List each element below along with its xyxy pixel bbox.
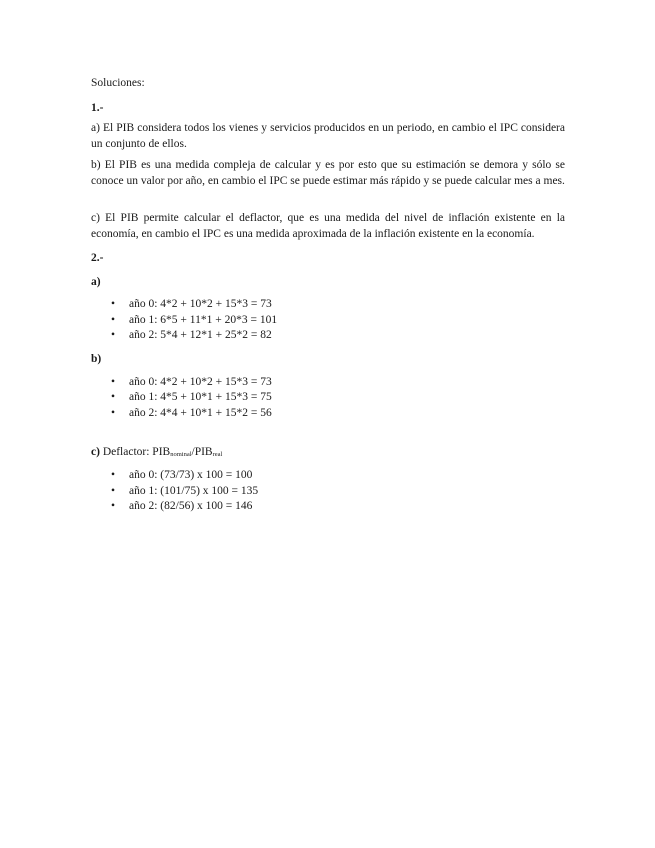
list-item: año 1: (101/75) x 100 = 135 bbox=[129, 485, 259, 497]
list-item: año 2: 5*4 + 12*1 + 25*2 = 82 bbox=[129, 329, 272, 341]
list-item: año 1: 6*5 + 11*1 + 20*3 = 101 bbox=[129, 314, 278, 326]
subscript-real: real bbox=[212, 451, 223, 458]
deflactor-prefix: Deflactor: PIB bbox=[102, 446, 171, 458]
bullet-icon: • bbox=[111, 407, 116, 419]
deflactor-slash-pib: /PIB bbox=[191, 446, 213, 458]
part-b-label: b) bbox=[91, 353, 102, 365]
bullet-icon: • bbox=[111, 500, 116, 512]
list-item: año 0: (73/73) x 100 = 100 bbox=[129, 469, 253, 481]
list-item: año 1: 4*5 + 10*1 + 15*3 = 75 bbox=[129, 391, 272, 403]
question-1-label: 1.- bbox=[91, 102, 104, 114]
answer-1b: b) El PIB es una medida compleja de calcular y es por esto que su estimación se demora y sólo se conoce un valor por año, en cambio el IPC se puede estimar más rápido y se puede calcular mes a mes. bbox=[91, 159, 565, 187]
deflactor-formula bbox=[91, 445, 222, 459]
list-item: año 0: 4*2 + 10*2 + 15*3 = 73 bbox=[129, 298, 272, 310]
bullet-icon: • bbox=[111, 314, 116, 326]
list-item: año 2: (82/56) x 100 = 146 bbox=[129, 500, 253, 512]
heading: Soluciones: bbox=[91, 77, 145, 89]
list-item: año 0: 4*2 + 10*2 + 15*3 = 73 bbox=[129, 376, 272, 388]
answer-1c: c) El PIB permite calcular el deflactor, que es una medida del nivel de inflación existente en la economía, en cambio el IPC es una medida aproximada de la inflación existente en la economía. bbox=[91, 212, 565, 240]
list-item: año 2: 4*4 + 10*1 + 15*2 = 56 bbox=[129, 407, 272, 419]
part-a-label: a) bbox=[91, 276, 101, 288]
bullet-icon: • bbox=[111, 469, 116, 481]
subscript-nominal: nominal bbox=[170, 451, 192, 458]
bullet-icon: • bbox=[111, 376, 116, 388]
bullet-icon: • bbox=[111, 391, 116, 403]
bullet-icon: • bbox=[111, 329, 116, 341]
bullet-icon: • bbox=[111, 485, 116, 497]
question-2-label: 2.- bbox=[91, 252, 104, 264]
part-c-label: c) bbox=[91, 446, 100, 458]
answer-1a: a) El PIB considera todos los vienes y servicios producidos en un periodo, en cambio el IPC considera un conjunto de ellos. bbox=[91, 122, 565, 150]
bullet-icon: • bbox=[111, 298, 116, 310]
